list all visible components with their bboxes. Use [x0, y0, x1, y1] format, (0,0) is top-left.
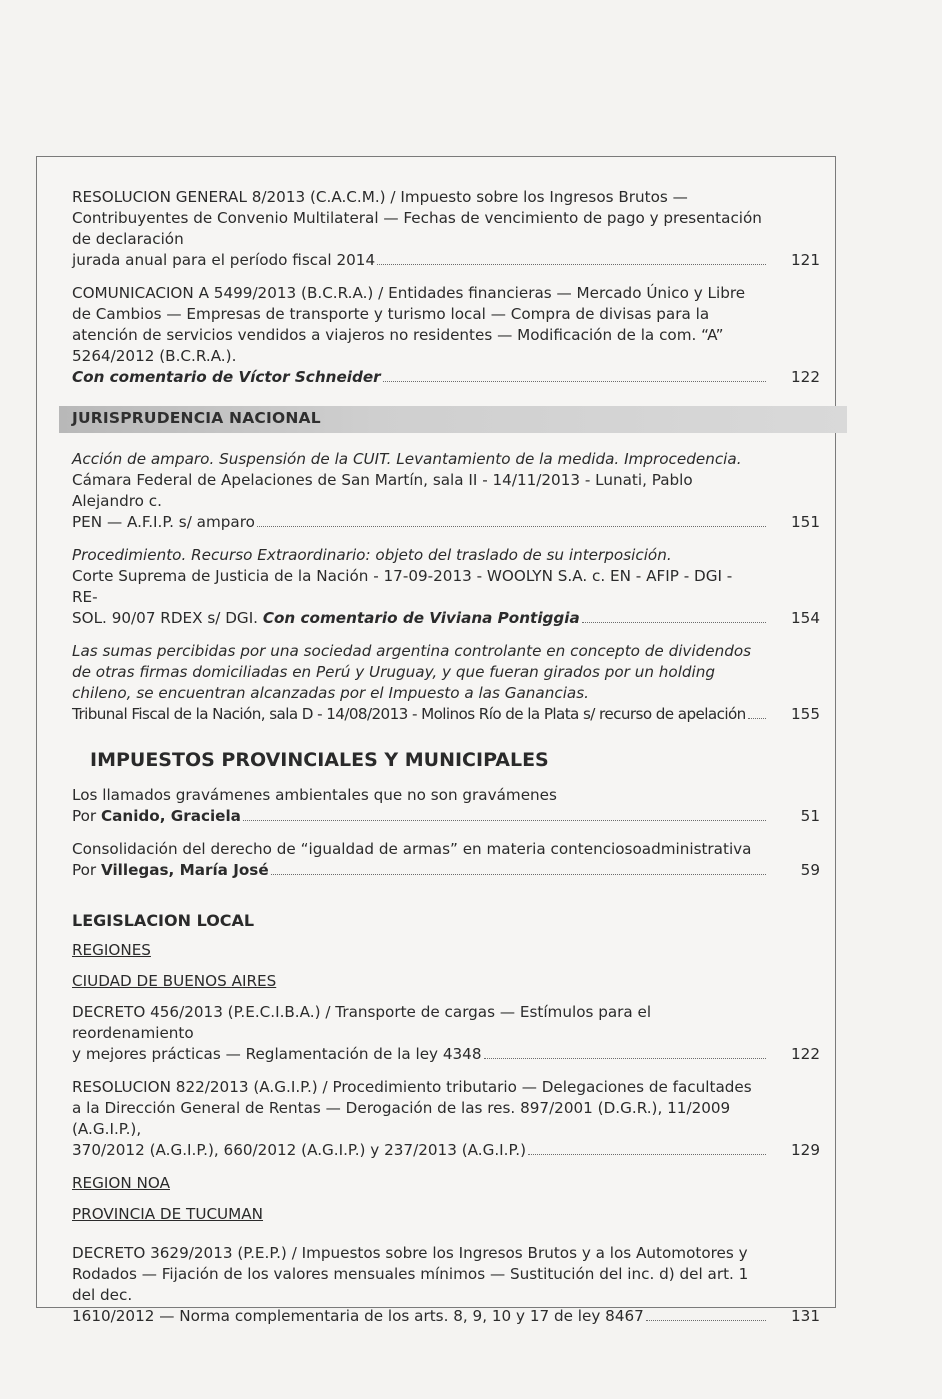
section-bar-jurisprudencia [59, 406, 847, 433]
entry-summary: Procedimiento. Recurso Extraordinario: objeto del traslado de su interposición. [72, 546, 672, 564]
section-title-provinciales: IMPUESTOS PROVINCIALES Y MUNICIPALES [90, 749, 549, 771]
page-number: 155 [791, 705, 820, 723]
index-entry [72, 839, 820, 881]
entry-last-line: SOL. 90/07 RDEX s/ DGI. [72, 609, 263, 627]
index-entry [72, 187, 820, 271]
entry-comment-author: Con comentario de Viviana Pontiggia [262, 609, 580, 627]
page-number: 151 [791, 513, 820, 531]
page-number: 122 [791, 1045, 820, 1063]
page-number: 154 [791, 609, 820, 627]
entry-text: COMUNICACION A 5499/2013 (B.C.R.A.) / Entidades financieras — Mercado Único y Libre de Cambios — Empresas de transporte y turismo local — Compra de divisas para la atención de servicios vendidos a viajeros no residentes — Modificación de la com. “A” 5264/2012 (B.C.R.A.). [72, 284, 746, 365]
entry-text: RESOLUCION GENERAL 8/2013 (C.A.C.M.) / Impuesto sobre los Ingresos Brutos — Contribuyentes de Convenio Multilateral — Fechas de vencimiento de pago y presentación de declaración [72, 188, 762, 248]
page-number: 122 [791, 368, 820, 386]
article-title: Consolidación del derecho de “igualdad de armas” en materia contenciosoadministrativa [72, 840, 752, 858]
page-number: 51 [800, 807, 820, 825]
index-entry [72, 545, 820, 629]
page-number: 59 [800, 861, 820, 879]
entry-last-line: 370/2012 (A.G.I.P.), 660/2012 (A.G.I.P.) y 237/2013 (A.G.I.P.) [72, 1141, 527, 1159]
dot-leader [646, 1320, 766, 1321]
entry-text: Corte Suprema de Justicia de la Nación - 17-09-2013 - WOOLYN S.A. c. EN - AFIP - DGI - RE- [72, 567, 733, 606]
dot-leader [748, 718, 766, 719]
by-label: Por [72, 861, 101, 879]
entry-last-line: jurada anual para el período fiscal 2014 [72, 251, 376, 269]
dot-leader [243, 820, 766, 821]
article-author: Villegas, María José [100, 861, 269, 879]
by-label: Por [72, 807, 101, 825]
section-title-legislacion-local: LEGISLACION LOCAL [72, 911, 255, 930]
index-content [72, 187, 820, 1339]
subsection-region-noa: REGION NOA [72, 1174, 170, 1192]
entry-summary: Acción de amparo. Suspensión de la CUIT. Levantamiento de la medida. Improcedencia. [72, 450, 742, 468]
index-entry [72, 785, 820, 827]
index-box [36, 156, 836, 1325]
entry-last-line: Tribunal Fiscal de la Nación, sala D - 14/08/2013 - Molinos Río de la Plata s/ recurso de apelación [72, 705, 746, 723]
index-entry [72, 1002, 820, 1065]
dot-leader [257, 526, 766, 527]
dot-leader [582, 622, 766, 623]
subsection-tucuman: PROVINCIA DE TUCUMAN [72, 1205, 264, 1223]
entry-summary: Las sumas percibidas por una sociedad argentina controlante en concepto de dividendos de otras firmas domiciliadas en Perú y Uruguay, y que fueran girados por un holding chileno, se encuentran alcanzadas por el Impuesto a las Ganancias. [72, 642, 752, 702]
entry-comment-author: Con comentario de Víctor Schneider [72, 368, 381, 386]
article-title: Los llamados gravámenes ambientales que no son gravámenes [72, 786, 557, 804]
dot-leader [528, 1154, 766, 1155]
subsection-caba: CIUDAD DE BUENOS AIRES [72, 972, 277, 990]
index-entry [72, 1077, 820, 1161]
dot-leader [271, 874, 766, 875]
entry-text: DECRETO 3629/2013 (P.E.P.) / Impuestos sobre los Ingresos Brutos y a los Automotores y Rodados — Fijación de los valores mensuales mínimos — Sustitución del inc. d) del art. 1 del dec. [72, 1244, 749, 1304]
entry-last-line: y mejores prácticas — Reglamentación de la ley 4348 [72, 1045, 482, 1063]
page-number: 129 [791, 1141, 820, 1159]
index-entry [72, 283, 820, 388]
dot-leader [484, 1058, 766, 1059]
article-author: Canido, Graciela [100, 807, 241, 825]
index-entry [72, 641, 820, 725]
index-entry [72, 449, 820, 533]
subsection-regiones: REGIONES [72, 941, 151, 959]
page-number: 131 [791, 1307, 820, 1325]
entry-text: Cámara Federal de Apelaciones de San Martín, sala II - 14/11/2013 - Lunati, Pablo Alejandro c. [72, 471, 693, 510]
page-number: 121 [791, 251, 820, 269]
entry-text: DECRETO 456/2013 (P.E.C.I.B.A.) / Transporte de cargas — Estímulos para el reordenamiento [72, 1003, 652, 1042]
entry-last-line: PEN — A.F.I.P. s/ amparo [72, 513, 255, 531]
entry-last-line: 1610/2012 — Norma complementaria de los arts. 8, 9, 10 y 17 de ley 8467 [72, 1307, 644, 1325]
dot-leader [377, 264, 766, 265]
section-title: JURISPRUDENCIA NACIONAL [72, 409, 321, 427]
index-entry [72, 1243, 820, 1327]
dot-leader [383, 381, 766, 382]
entry-text: RESOLUCION 822/2013 (A.G.I.P.) / Procedimiento tributario — Delegaciones de facultades a la Dirección General de Rentas — Derogación de las res. 897/2001 (D.G.R.), 11/2009 (A.G.I.P.), [72, 1078, 752, 1138]
